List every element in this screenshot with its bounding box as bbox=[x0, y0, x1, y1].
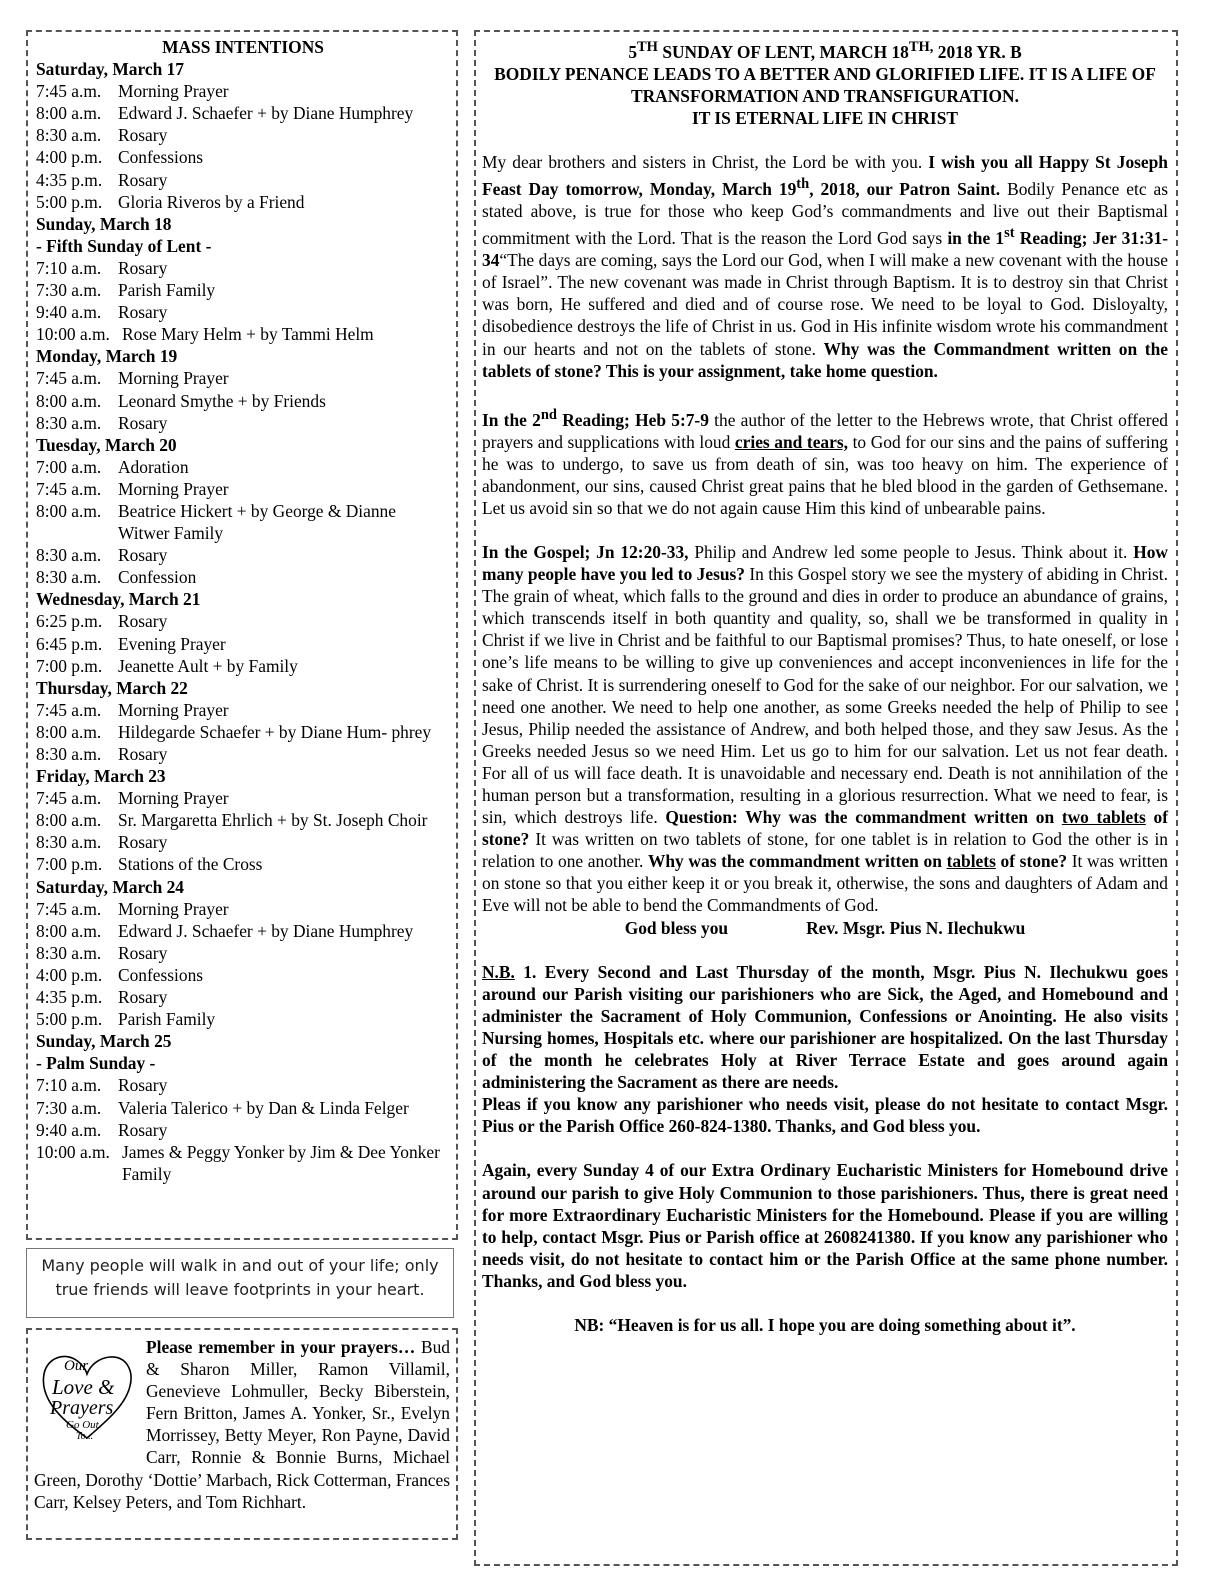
mass-entry bbox=[36, 633, 450, 655]
mass-entry bbox=[36, 743, 450, 765]
mass-entry bbox=[36, 566, 450, 588]
entry-description: Parish Family bbox=[118, 1009, 216, 1030]
entry-description: Sr. Margaretta Ehrlich + by St. Joseph Choir bbox=[118, 810, 428, 831]
entry-description: Morning Prayer bbox=[118, 699, 229, 720]
entry-description: Beatrice Hickert + by George & Dianne Witwer Family bbox=[118, 500, 396, 544]
day-heading: Thursday, March 22 bbox=[36, 677, 188, 698]
mass-entry bbox=[36, 986, 450, 1008]
entry-time: 8:30 a.m. bbox=[36, 412, 102, 433]
day-heading: Monday, March 19 bbox=[36, 346, 178, 367]
entry-description: Confessions bbox=[118, 147, 204, 168]
entry-description: Rosary bbox=[118, 125, 168, 146]
mass-entry bbox=[36, 80, 450, 102]
day-heading: Saturday, March 24 bbox=[36, 876, 184, 897]
entry-time: 8:30 a.m. bbox=[36, 744, 102, 764]
day-heading: Friday, March 23 bbox=[36, 766, 166, 787]
mass-entry bbox=[36, 831, 450, 853]
sign-author: Rev. Msgr. Pius N. Ilechukwu bbox=[806, 917, 1026, 938]
mass-intentions-title: MASS INTENTIONS bbox=[162, 37, 324, 57]
mass-entry bbox=[36, 699, 450, 721]
entry-description: Morning Prayer bbox=[118, 788, 229, 809]
nb-heaven: NB: “Heaven is for us all. I hope you are doing something about it”. bbox=[574, 1314, 1076, 1335]
mass-entry bbox=[36, 721, 450, 743]
entry-description: Stations of the Cross bbox=[118, 854, 263, 875]
homily-header-line1: 5TH SUNDAY OF LENT, MARCH $18^{TH,}$ 2018 YR. B bbox=[628, 39, 1022, 62]
day-heading: Tuesday, March 20 bbox=[36, 434, 177, 455]
logo-line-to: To... bbox=[76, 1431, 94, 1442]
mass-entry bbox=[36, 323, 450, 345]
entry-description: Gloria Riveros by a Friend bbox=[118, 191, 305, 212]
entry-time: 4:35 p.m. bbox=[36, 987, 103, 1008]
entry-time: 4:00 p.m. bbox=[36, 147, 103, 168]
mass-entry bbox=[36, 942, 450, 964]
logo-line-love: Love & bbox=[52, 1375, 115, 1399]
entry-time: 4:00 p.m. bbox=[36, 964, 103, 985]
homily-header-line3: IT IS ETERNAL LIFE IN CHRIST bbox=[692, 108, 958, 129]
nb-ministers: Again, every Sunday 4 of our Extra Ordinary Eucharistic Ministers for Homebound drive around our parish to give Holy Communion to those parishioners. Thus, there is great need for more Extraordinary Eucharistic Ministers for the Homebound. Please if you are willing to help, contact Msgr. Pius or Parish office at 2608241380. If you know any parishioner who needs visit, do not hesitate to contact him or the Parish Office at the same phone number. Thanks, and God bless you. bbox=[482, 1160, 1168, 1291]
entry-description: Leonard Smythe + by Friends bbox=[118, 390, 326, 411]
entry-time: 8:30 a.m. bbox=[36, 832, 102, 853]
entry-description: Rosary bbox=[118, 744, 168, 764]
entry-description: Rosary bbox=[118, 1119, 168, 1140]
entry-time: 7:45 a.m. bbox=[36, 898, 102, 919]
mass-entry bbox=[36, 1119, 450, 1141]
prayers-box bbox=[26, 1328, 458, 1540]
homily-paragraph-2: In the 2nd Reading; Heb 5:7-9 the author of the letter to the Hebrews wrote, that Christ offered prayers and supplications with loud cries and tears, to God for our sins and the pains of suffering he was to undergo, to save us from death of sin, was too heavy on him. The experience of abandonment, our sins, caused Christ great pains that he bled blood in the garden of Gethsemane. Let us avoid sin so that we do not again cause Him this kind of unbearable pains. bbox=[482, 406, 1169, 518]
mass-entry bbox=[36, 301, 450, 323]
entry-description: Rosary bbox=[118, 942, 168, 963]
logo-line-our: Our bbox=[64, 1358, 89, 1374]
mass-entry bbox=[36, 1074, 450, 1096]
mass-entry bbox=[36, 809, 450, 831]
entry-description: Rosary bbox=[118, 169, 168, 190]
nb-visits-contact: Pleas if you know any parishioner who needs visit, please do not hesitate to contact Msgr. Pius or the Parish Office 260-824-1380. Thanks, and God bless you. bbox=[482, 1094, 1168, 1137]
day-heading: Saturday, March 17 bbox=[36, 59, 184, 80]
mass-entry bbox=[36, 500, 450, 544]
homily-paragraph-1: My dear brothers and sisters in Christ, the Lord be with you. I wish you all Happy St Joseph Feast Day tomorrow, Monday, March 19th, 2018, our Patron Saint. Bodily Penance etc as stated above, is true for those who keep God’s commandments and live out their Baptismal commitment with the Lord. That is the reason the Lord God says in the 1st Reading; Jer 31:31-34“The days are coming, says the Lord our God, when I will make a new covenant with the house of Israel”. The new covenant was made in Christ through Baptism. It is to destroy sin that Christ was born, He suffered and died and of course rose. We need to be loyal to God. Disloyalty, disobedience destroys the life of Christ in us. God in His infinite wisdom wrote his commandment in our hearts and not on the tablets of stone. Why was the Commandment written on the tablets of stone? This is your assignment, take home question. bbox=[482, 152, 1168, 381]
entry-description: Evening Prayer bbox=[118, 633, 226, 654]
entry-description: Confessions bbox=[118, 964, 204, 985]
homily-header-line2: BODILY PENANCE LEADS TO A BETTER AND GLORIFIED LIFE. IT IS A LIFE OF TRANSFORMATION AND TRANSFIGURATION. bbox=[494, 63, 1156, 106]
homily-signature bbox=[482, 917, 1168, 939]
entry-description: Edward J. Schaefer + by Diane Humphrey bbox=[118, 103, 414, 124]
entry-description: James & Peggy Yonker by Jim & Dee Yonker Family bbox=[122, 1141, 440, 1184]
entry-time: 10:00 a.m. bbox=[36, 1141, 110, 1162]
mass-entry bbox=[36, 544, 450, 566]
entry-description: Rosary bbox=[118, 412, 168, 433]
entry-time: 7:00 p.m. bbox=[36, 854, 103, 875]
entry-description: Morning Prayer bbox=[118, 81, 229, 102]
entry-description: Rosary bbox=[118, 611, 168, 632]
entry-time: 6:25 p.m. bbox=[36, 611, 103, 632]
entry-time: 9:40 a.m. bbox=[36, 302, 102, 323]
entry-time: 8:30 a.m. bbox=[36, 942, 102, 963]
entry-time: 6:45 p.m. bbox=[36, 633, 103, 654]
sign-blessing: God bless you bbox=[624, 917, 729, 938]
day-subtitle: - Fifth Sunday of Lent - bbox=[36, 235, 212, 256]
mass-entry bbox=[36, 964, 450, 986]
mass-entry bbox=[36, 191, 450, 213]
mass-entry bbox=[36, 102, 450, 124]
mass-entry bbox=[36, 655, 450, 677]
mass-entry bbox=[36, 1097, 450, 1119]
mass-intentions-list bbox=[36, 58, 450, 1185]
mass-entry bbox=[36, 898, 450, 920]
entry-time: 7:45 a.m. bbox=[36, 699, 102, 720]
mass-entry bbox=[36, 920, 450, 942]
entry-time: 8:00 a.m. bbox=[36, 500, 102, 521]
mass-intentions-box bbox=[26, 30, 458, 1240]
mass-entry bbox=[36, 390, 450, 412]
entry-description: Edward J. Schaefer + by Diane Humphrey bbox=[118, 920, 414, 941]
mass-entry bbox=[36, 367, 450, 389]
entry-time: 8:30 a.m. bbox=[36, 567, 102, 588]
entry-description: Rose Mary Helm + by Tammi Helm bbox=[122, 324, 374, 345]
day-heading: Wednesday, March 21 bbox=[36, 589, 201, 610]
entry-time: 7:30 a.m. bbox=[36, 1097, 102, 1118]
homily-header bbox=[482, 36, 1168, 129]
entry-time: 7:45 a.m. bbox=[36, 368, 102, 389]
mass-entry bbox=[36, 787, 450, 809]
mass-entry bbox=[36, 1141, 450, 1185]
day-heading: Sunday, March 18 bbox=[36, 213, 172, 234]
logo-line-go-out: Go Out bbox=[66, 1419, 99, 1431]
entry-time: 10:00 a.m. bbox=[36, 324, 110, 345]
entry-time: 7:45 a.m. bbox=[36, 788, 102, 809]
prayers-lead: Please remember in your prayers… bbox=[146, 1337, 416, 1357]
entry-time: 9:40 a.m. bbox=[36, 1119, 102, 1140]
entry-time: 8:00 a.m. bbox=[36, 103, 102, 124]
entry-time: 8:30 a.m. bbox=[36, 545, 102, 566]
entry-time: 7:00 p.m. bbox=[36, 655, 103, 676]
entry-description: Confession bbox=[118, 567, 197, 588]
entry-description: Jeanette Ault + by Family bbox=[118, 655, 298, 676]
entry-time: 7:45 a.m. bbox=[36, 478, 102, 499]
entry-time: 7:00 a.m. bbox=[36, 456, 102, 477]
homily-paragraph-3: In the Gospel; Jn 12:20-33, Philip and Andrew led some people to Jesus. Think about it. How many people have you led to Jesus? In this Gospel story we see the mystery of abiding in Christ. The grain of wheat, which falls to the ground and dies in order to produce an abundance of grains, which transcends itself in both quantity and quality, so, shall we be transformed in quality in Christ if we live in Christ and be faithful to our Baptismal promises? Thus, to hate oneself, or lose one’s life means to be willing to give up conveniences and accept inconveniences in life for the sake of Christ. It is surrendering oneself to God for the sake of our neighbor. For our salvation, we need one another. We need to help one another, as some Greeks needed the help of Philip to see Jesus, Philip needed the assistance of Andrew, and both helped those, and they saw Jesus. As the Greeks needed Jesus so we need Him. Let us go to him for our salvation. Let us not fear death. For all of us will face death. It is unavoidable and necessary end. Death is not annihilation of the human person but a transformation, resulting in a glorious resurrection. What we need to fear, is sin, which destroys life. Question: Why was the commandment written on two tablets of stone? It was written on two tablets of stone, for one tablet is in relation to God the other is in relation to one another. Why was the commandment written on tablets of stone? It was written on stone so that you either keep it or you break it, otherwise, the sons and daughters of Adam and Eve will not be able to bend the Commandments of God. bbox=[482, 541, 1168, 916]
prayers-heart-logo bbox=[36, 1338, 138, 1448]
homily-box bbox=[474, 30, 1178, 1566]
day-subtitle: - Palm Sunday - bbox=[36, 1053, 156, 1074]
mass-entry bbox=[36, 853, 450, 875]
entry-time: 8:00 a.m. bbox=[36, 810, 102, 831]
day-heading: Sunday, March 25 bbox=[36, 1031, 172, 1052]
entry-description: Morning Prayer bbox=[118, 478, 229, 499]
entry-description: Morning Prayer bbox=[118, 368, 229, 389]
entry-description: Rosary bbox=[118, 545, 168, 566]
entry-description: Rosary bbox=[118, 302, 168, 323]
mass-entry bbox=[36, 456, 450, 478]
entry-time: 7:45 a.m. bbox=[36, 81, 102, 102]
entry-time: 8:30 a.m. bbox=[36, 125, 102, 146]
mass-entry bbox=[36, 279, 450, 301]
entry-description: Morning Prayer bbox=[118, 898, 229, 919]
entry-description: Hildegarde Schaefer + by Diane Hum- phrey bbox=[118, 721, 432, 742]
quote-box bbox=[26, 1248, 454, 1318]
mass-entry bbox=[36, 146, 450, 168]
entry-time: 8:00 a.m. bbox=[36, 721, 102, 742]
entry-time: 5:00 p.m. bbox=[36, 1009, 103, 1030]
entry-time: 8:00 a.m. bbox=[36, 920, 102, 941]
entry-time: 5:00 p.m. bbox=[36, 191, 103, 212]
entry-time: 7:10 a.m. bbox=[36, 1075, 102, 1096]
entry-time: 4:35 p.m. bbox=[36, 169, 103, 190]
entry-description: Valeria Talerico + by Dan & Linda Felger bbox=[118, 1097, 409, 1118]
quote-text: Many people will walk in and out of your life; only true friends will leave footprints in your heart. bbox=[41, 1256, 439, 1299]
entry-description: Rosary bbox=[118, 257, 168, 278]
entry-description: Adoration bbox=[118, 456, 189, 477]
entry-description: Parish Family bbox=[118, 280, 216, 301]
mass-entry bbox=[36, 1008, 450, 1030]
nb-visits: N.B. 1. Every Second and Last Thursday of the month, Msgr. Pius N. Ilechukwu goes around our Parish visiting our parishioners who are Sick, the Aged, and Homebound and administer the Sacrament of Holy Communion, Confessions or Anointing. He also visits Nursing homes, Hospitals etc. where our parishioner are hospitalized. On the last Thursday of the month he celebrates Holy at River Terrace Estate and goes around again administering the Sacrament as there are needs. bbox=[482, 961, 1168, 1093]
prayers-names: Bud & Sharon Miller, Ramon Villamil, Genevieve Lohmuller, Becky Biberstein, Fern Britton, James A. Yonker, Sr., Evelyn Morrissey, Betty Meyer, Ron Payne, David Carr, Ronnie & Bonnie Burns, Michael Green, Dorothy ‘Dottie’ Marbach, Rick Cotterman, Frances Carr, Kelsey Peters, and Tom Richhart. bbox=[34, 1337, 450, 1512]
entry-description: Rosary bbox=[118, 1075, 168, 1096]
mass-entry bbox=[36, 412, 450, 434]
entry-description: Rosary bbox=[118, 832, 168, 853]
entry-time: 7:30 a.m. bbox=[36, 280, 102, 301]
mass-entry bbox=[36, 478, 450, 500]
entry-time: 8:00 a.m. bbox=[36, 390, 102, 411]
entry-time: 7:10 a.m. bbox=[36, 257, 102, 278]
logo-line-prayers: Prayers bbox=[50, 1397, 114, 1419]
mass-entry bbox=[36, 124, 450, 146]
mass-entry bbox=[36, 169, 450, 191]
mass-entry bbox=[36, 257, 450, 279]
entry-description: Rosary bbox=[118, 987, 168, 1008]
mass-entry bbox=[36, 610, 450, 632]
